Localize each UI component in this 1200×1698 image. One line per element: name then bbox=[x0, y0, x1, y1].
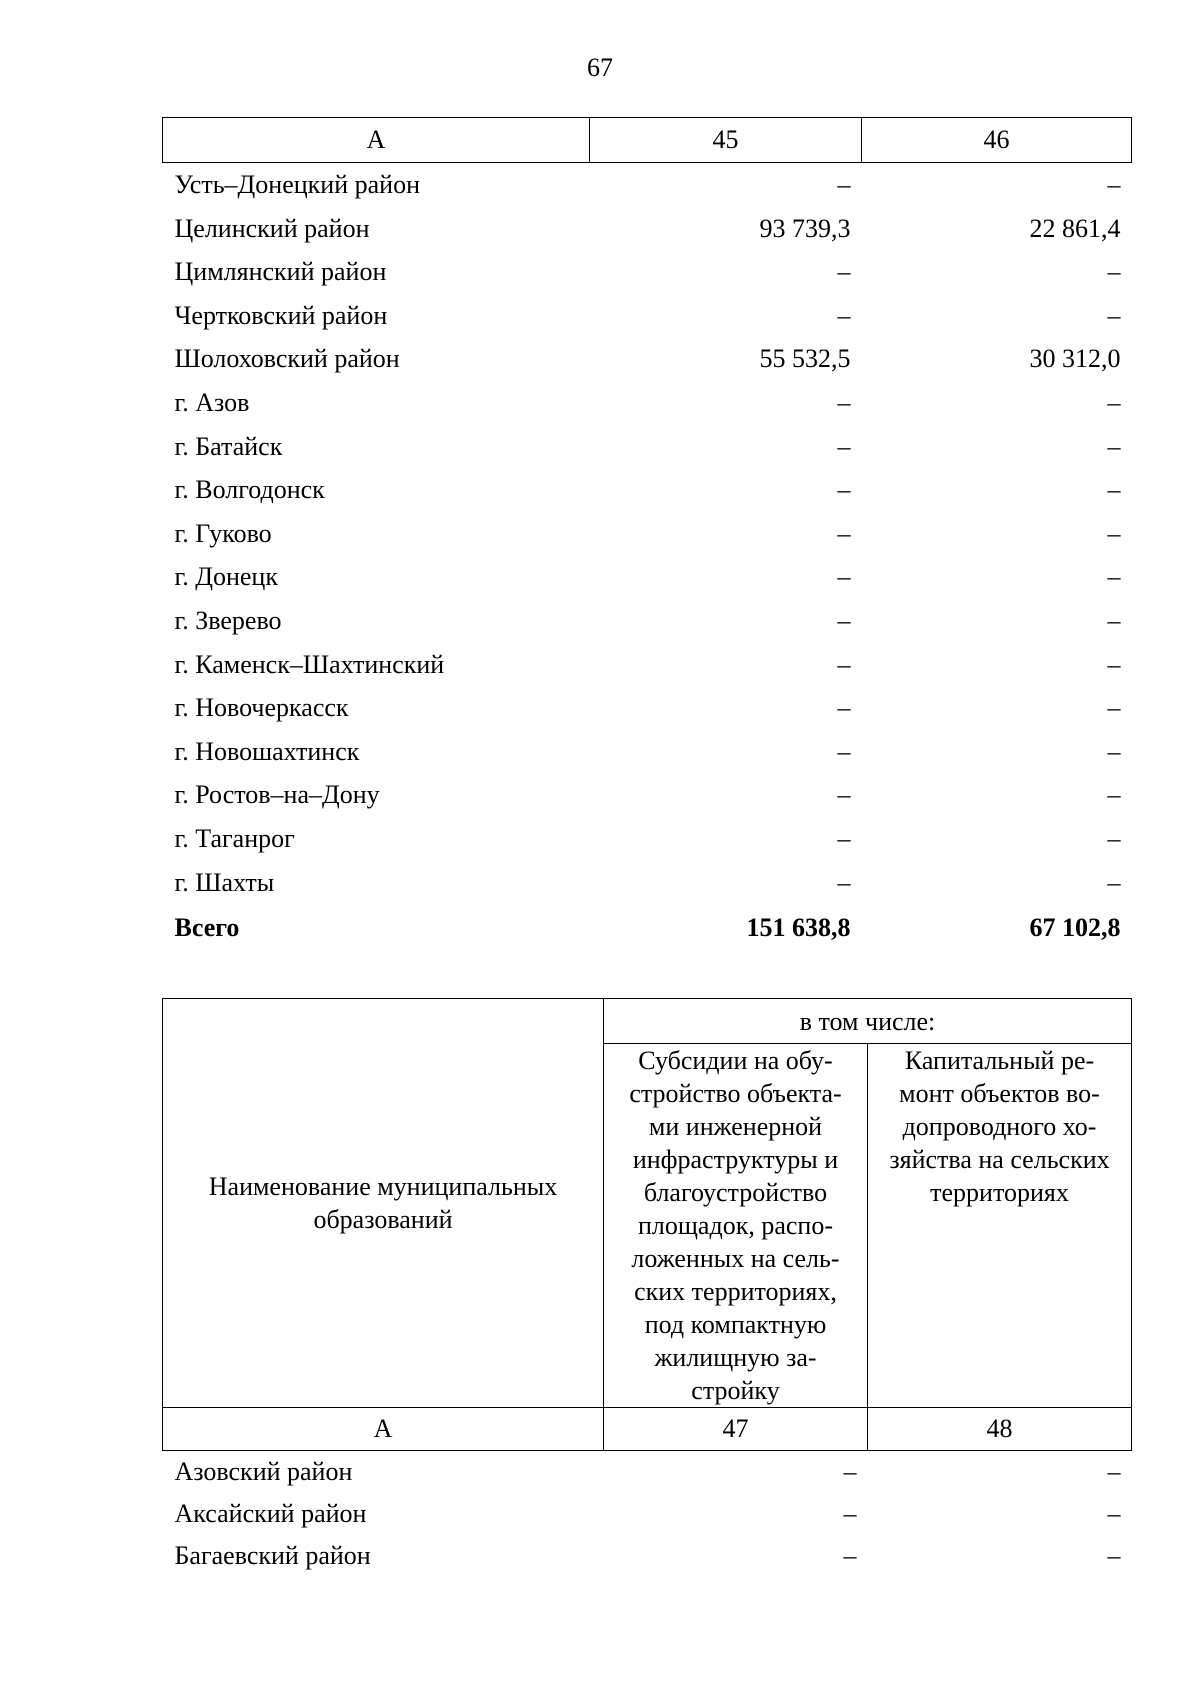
value-48: – bbox=[1107, 1499, 1121, 1528]
value-48: – bbox=[1107, 1541, 1121, 1570]
including-header: в том числе: bbox=[604, 999, 1132, 1044]
municipality-name: г. Каменск–Шахтинский bbox=[174, 649, 445, 679]
table-municipal-funding-45-46 bbox=[162, 117, 1132, 952]
value-46: – bbox=[1107, 780, 1121, 810]
value-45: – bbox=[837, 736, 851, 766]
value-45: – bbox=[837, 431, 851, 461]
municipality-name: Цимлянский район bbox=[174, 257, 387, 287]
municipality-name: г. Новочеркасск bbox=[174, 693, 349, 723]
municipality-name: г. Батайск bbox=[174, 431, 283, 461]
index-cell-a: А bbox=[163, 1408, 604, 1451]
municipality-name: г. Таганрог bbox=[174, 823, 295, 853]
value-45: – bbox=[837, 518, 851, 548]
value-47: – bbox=[843, 1499, 857, 1528]
table-row bbox=[163, 381, 1132, 425]
value-45: – bbox=[837, 649, 851, 679]
table-row bbox=[163, 1535, 1132, 1577]
value-46: – bbox=[1107, 562, 1121, 592]
value-46: – bbox=[1107, 170, 1121, 199]
value-45: – bbox=[837, 693, 851, 723]
municipality-name: Чертковский район bbox=[174, 300, 388, 330]
header-cell-a: А bbox=[163, 118, 590, 163]
index-cell-47: 47 bbox=[604, 1408, 868, 1451]
value-45: – bbox=[837, 170, 851, 199]
table-row bbox=[163, 163, 1132, 207]
value-45: – bbox=[837, 562, 851, 592]
col47-header: Субсидии на обу- стройство объекта- ми инженерной инфраструктуры и благоустройство площадок, распо- ложенных на сель- ских территориях, под компактную жилищную за- стройку bbox=[604, 1044, 868, 1408]
municipality-name: Целинский район bbox=[174, 213, 370, 243]
value-45: – bbox=[837, 475, 851, 505]
municipality-name: г. Ростов–на–Дону bbox=[174, 780, 380, 810]
table-row bbox=[163, 686, 1132, 730]
table-row bbox=[163, 861, 1132, 905]
table-row bbox=[163, 468, 1132, 512]
table-row bbox=[163, 599, 1132, 643]
value-46: – bbox=[1107, 518, 1121, 548]
total-label: Всего bbox=[174, 913, 240, 943]
table-municipal-funding-47-48 bbox=[162, 998, 1132, 1577]
table-row bbox=[163, 1451, 1132, 1494]
value-48: – bbox=[1107, 1457, 1121, 1486]
value-45: – bbox=[837, 823, 851, 853]
table-row bbox=[163, 512, 1132, 556]
value-46: – bbox=[1107, 300, 1121, 330]
table-header-row bbox=[163, 118, 1132, 163]
municipality-name: Шолоховский район bbox=[174, 344, 400, 374]
value-46: – bbox=[1107, 605, 1121, 635]
total-row bbox=[163, 904, 1132, 952]
value-46: – bbox=[1107, 257, 1121, 287]
value-45: – bbox=[837, 257, 851, 287]
total-value-46: 67 102,8 bbox=[1029, 913, 1121, 943]
header-cell-46: 46 bbox=[862, 118, 1132, 163]
table-row bbox=[163, 337, 1132, 381]
municipality-name-header: Наименование муниципальных образований bbox=[163, 999, 604, 1408]
table-row bbox=[163, 207, 1132, 251]
municipality-name: г. Волгодонск bbox=[174, 475, 325, 505]
value-46: – bbox=[1107, 431, 1121, 461]
header-cell-45: 45 bbox=[590, 118, 862, 163]
table-row bbox=[163, 730, 1132, 774]
municipality-name: г. Азов bbox=[174, 387, 250, 417]
value-45: – bbox=[837, 605, 851, 635]
municipality-name: Аксайский район bbox=[174, 1499, 367, 1528]
value-45: 93 739,3 bbox=[759, 213, 851, 243]
column-index-row bbox=[163, 1408, 1132, 1451]
col48-header: Капитальный ре- монт объектов во- допроводного хо- зяйства на сельских территориях bbox=[868, 1044, 1132, 1408]
table-row bbox=[163, 425, 1132, 469]
table-row bbox=[163, 294, 1132, 338]
municipality-name: Усть–Донецкий район bbox=[174, 170, 420, 199]
value-46: – bbox=[1107, 867, 1121, 897]
value-46: – bbox=[1107, 736, 1121, 766]
value-46: – bbox=[1107, 475, 1121, 505]
table-row bbox=[163, 817, 1132, 861]
value-47: – bbox=[843, 1457, 857, 1486]
index-cell-48: 48 bbox=[868, 1408, 1132, 1451]
municipality-name: г. Шахты bbox=[174, 867, 275, 897]
value-46: – bbox=[1107, 387, 1121, 417]
value-46: 22 861,4 bbox=[1029, 213, 1121, 243]
value-45: – bbox=[837, 387, 851, 417]
value-45: – bbox=[837, 300, 851, 330]
table-row bbox=[163, 555, 1132, 599]
value-46: – bbox=[1107, 823, 1121, 853]
value-47: – bbox=[843, 1541, 857, 1570]
table-row bbox=[163, 250, 1132, 294]
municipality-name: Азовский район bbox=[174, 1457, 353, 1486]
municipality-name: г. Гуково bbox=[174, 518, 272, 548]
municipality-name: г. Новошахтинск bbox=[174, 736, 360, 766]
table-row bbox=[163, 773, 1132, 817]
table-row bbox=[163, 643, 1132, 687]
total-value-45: 151 638,8 bbox=[746, 913, 851, 943]
value-45: 55 532,5 bbox=[759, 344, 851, 374]
municipality-name: Багаевский район bbox=[174, 1541, 371, 1570]
value-46: 30 312,0 bbox=[1029, 344, 1121, 374]
value-46: – bbox=[1107, 649, 1121, 679]
value-45: – bbox=[837, 867, 851, 897]
municipality-name: г. Донецк bbox=[174, 562, 278, 592]
municipality-name: г. Зверево bbox=[174, 605, 282, 635]
table-row bbox=[163, 1493, 1132, 1535]
value-45: – bbox=[837, 780, 851, 810]
value-46: – bbox=[1107, 693, 1121, 723]
page-number: 67 bbox=[587, 53, 613, 82]
